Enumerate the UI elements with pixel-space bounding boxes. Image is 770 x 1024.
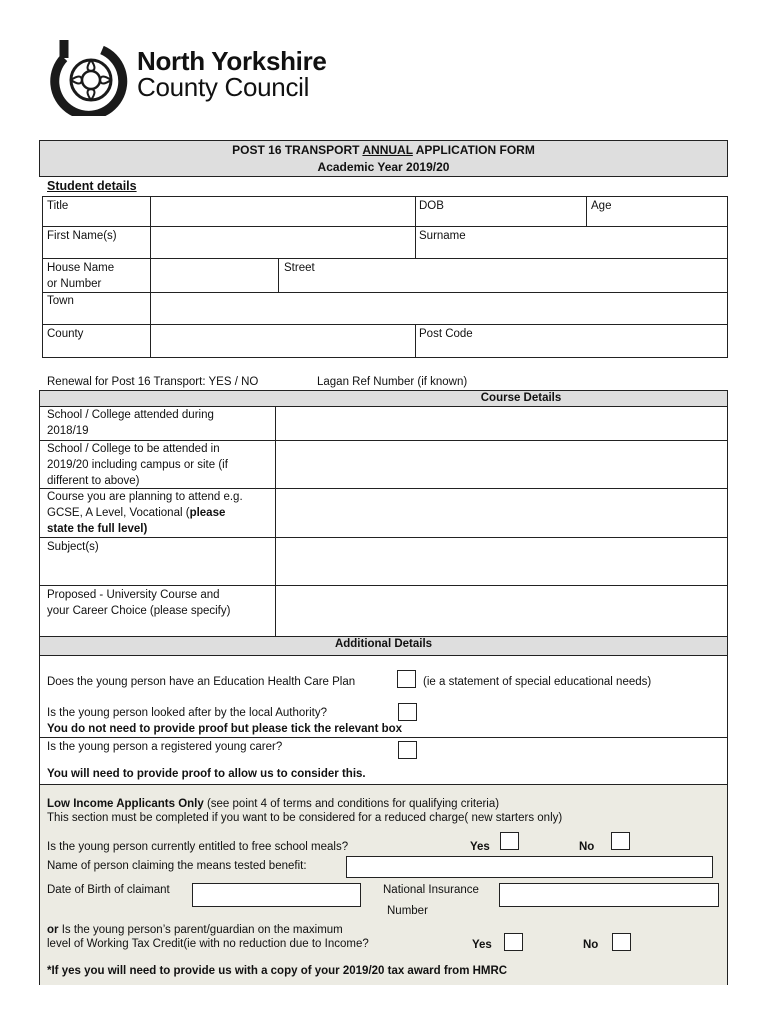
fsm-yes-checkbox[interactable] [500, 832, 519, 850]
renewal-label: Renewal for Post 16 Transport: YES / NO [47, 376, 259, 388]
age-label: Age [591, 200, 612, 212]
ni-label-1: National Insurance [383, 884, 479, 896]
postcode-label: Post Code [419, 328, 473, 340]
first-name-label: First Name(s) [47, 230, 117, 242]
claimant-name-label: Name of person claiming the means tested benefit: [47, 860, 307, 872]
house-label-2: or Number [47, 278, 102, 290]
school-attended-field[interactable] [277, 408, 727, 439]
council-name-line2: County Council [137, 72, 310, 102]
yorkshire-rose-icon [46, 36, 136, 116]
council-logo [46, 36, 136, 116]
wtc-yes-checkbox[interactable] [504, 933, 523, 951]
form-subtitle: Academic Year 2019/20 [317, 160, 450, 174]
course-row-1-label: School / College attended during 2018/19 [47, 409, 214, 437]
title-label: Title [47, 200, 69, 212]
wtc-no-checkbox[interactable] [612, 933, 631, 951]
wtc-question-2: level of Working Tax Credit(ie with no reduction due to Income? [47, 938, 369, 950]
county-label: County [47, 328, 84, 340]
lagan-ref-label: Lagan Ref Number (if known) [317, 376, 468, 388]
ehcp-note: (ie a statement of special educational needs) [423, 676, 652, 688]
surname-label: Surname [419, 230, 466, 242]
dob-label: DOB [419, 200, 444, 212]
subjects-label: Subject(s) [47, 541, 99, 553]
town-label: Town [47, 295, 74, 307]
no-proof-note: You do not need to provide proof but please tick the relevant box [47, 723, 403, 735]
fsm-question: Is the young person currently entitled to free school meals? [47, 841, 349, 853]
ni-number-field[interactable] [499, 883, 719, 907]
wtc-no-label: No [583, 939, 599, 951]
looked-after-question: Is the young person looked after by the local Authority? [47, 707, 328, 719]
wtc-question-1: or Is the young person’s parent/guardian on the maximum [47, 924, 343, 936]
course-row-2-label: School / College to be attended in 2019/20 including campus or site (if different to above) [47, 443, 228, 487]
young-carer-question: Is the young person a registered young carer? [47, 741, 283, 753]
low-income-heading-line: Low Income Applicants Only (see point 4 of terms and conditions for qualifying criteria) [47, 798, 500, 810]
low-income-note: This section must be completed if you want to be considered for a reduced charge( new starters only) [47, 812, 563, 824]
career-choice-field[interactable] [277, 586, 727, 635]
ehcp-question: Does the young person have an Education Health Care Plan [47, 676, 356, 688]
course-row-3-label: Course you are planning to attend e.g. GCSE, A Level, Vocational (please state the full level) [47, 491, 243, 535]
claimant-name-field[interactable] [346, 856, 713, 878]
fsm-no-checkbox[interactable] [611, 832, 630, 850]
form-title: POST 16 TRANSPORT ANNUAL APPLICATION FORM [232, 143, 535, 157]
school-to-attend-field[interactable] [277, 441, 727, 487]
county-field[interactable] [152, 325, 414, 357]
house-label-1: House Name [47, 262, 115, 274]
additional-details-heading: Additional Details [334, 638, 433, 650]
course-details-heading: Course Details [480, 392, 562, 404]
course-row-5-label: Proposed - University Course and your Career Choice (please specify) [47, 589, 231, 617]
student-details-heading: Student details [47, 179, 137, 193]
looked-after-checkbox[interactable] [398, 703, 417, 721]
title-field[interactable] [152, 197, 414, 225]
house-field[interactable] [152, 259, 277, 291]
town-field[interactable] [152, 293, 727, 323]
street-label: Street [284, 262, 315, 274]
claimant-dob-label: Date of Birth of claimant [47, 884, 170, 896]
subjects-field[interactable] [277, 538, 727, 584]
wtc-yes-label: Yes [472, 939, 492, 951]
hmrc-note: *If yes you will need to provide us with a copy of your 2019/20 tax award from HMRC [47, 965, 508, 977]
council-name-line1: North Yorkshire [137, 46, 327, 76]
claimant-dob-field[interactable] [192, 883, 361, 907]
ni-label-2: Number [387, 905, 428, 917]
proof-note: You will need to provide proof to allow us to consider this. [47, 768, 366, 780]
council-name [137, 48, 327, 100]
ehcp-checkbox[interactable] [397, 670, 416, 688]
course-field[interactable] [277, 489, 727, 536]
first-name-field[interactable] [152, 227, 414, 257]
young-carer-checkbox[interactable] [398, 741, 417, 759]
fsm-no-label: No [579, 841, 595, 853]
fsm-yes-label: Yes [470, 841, 490, 853]
